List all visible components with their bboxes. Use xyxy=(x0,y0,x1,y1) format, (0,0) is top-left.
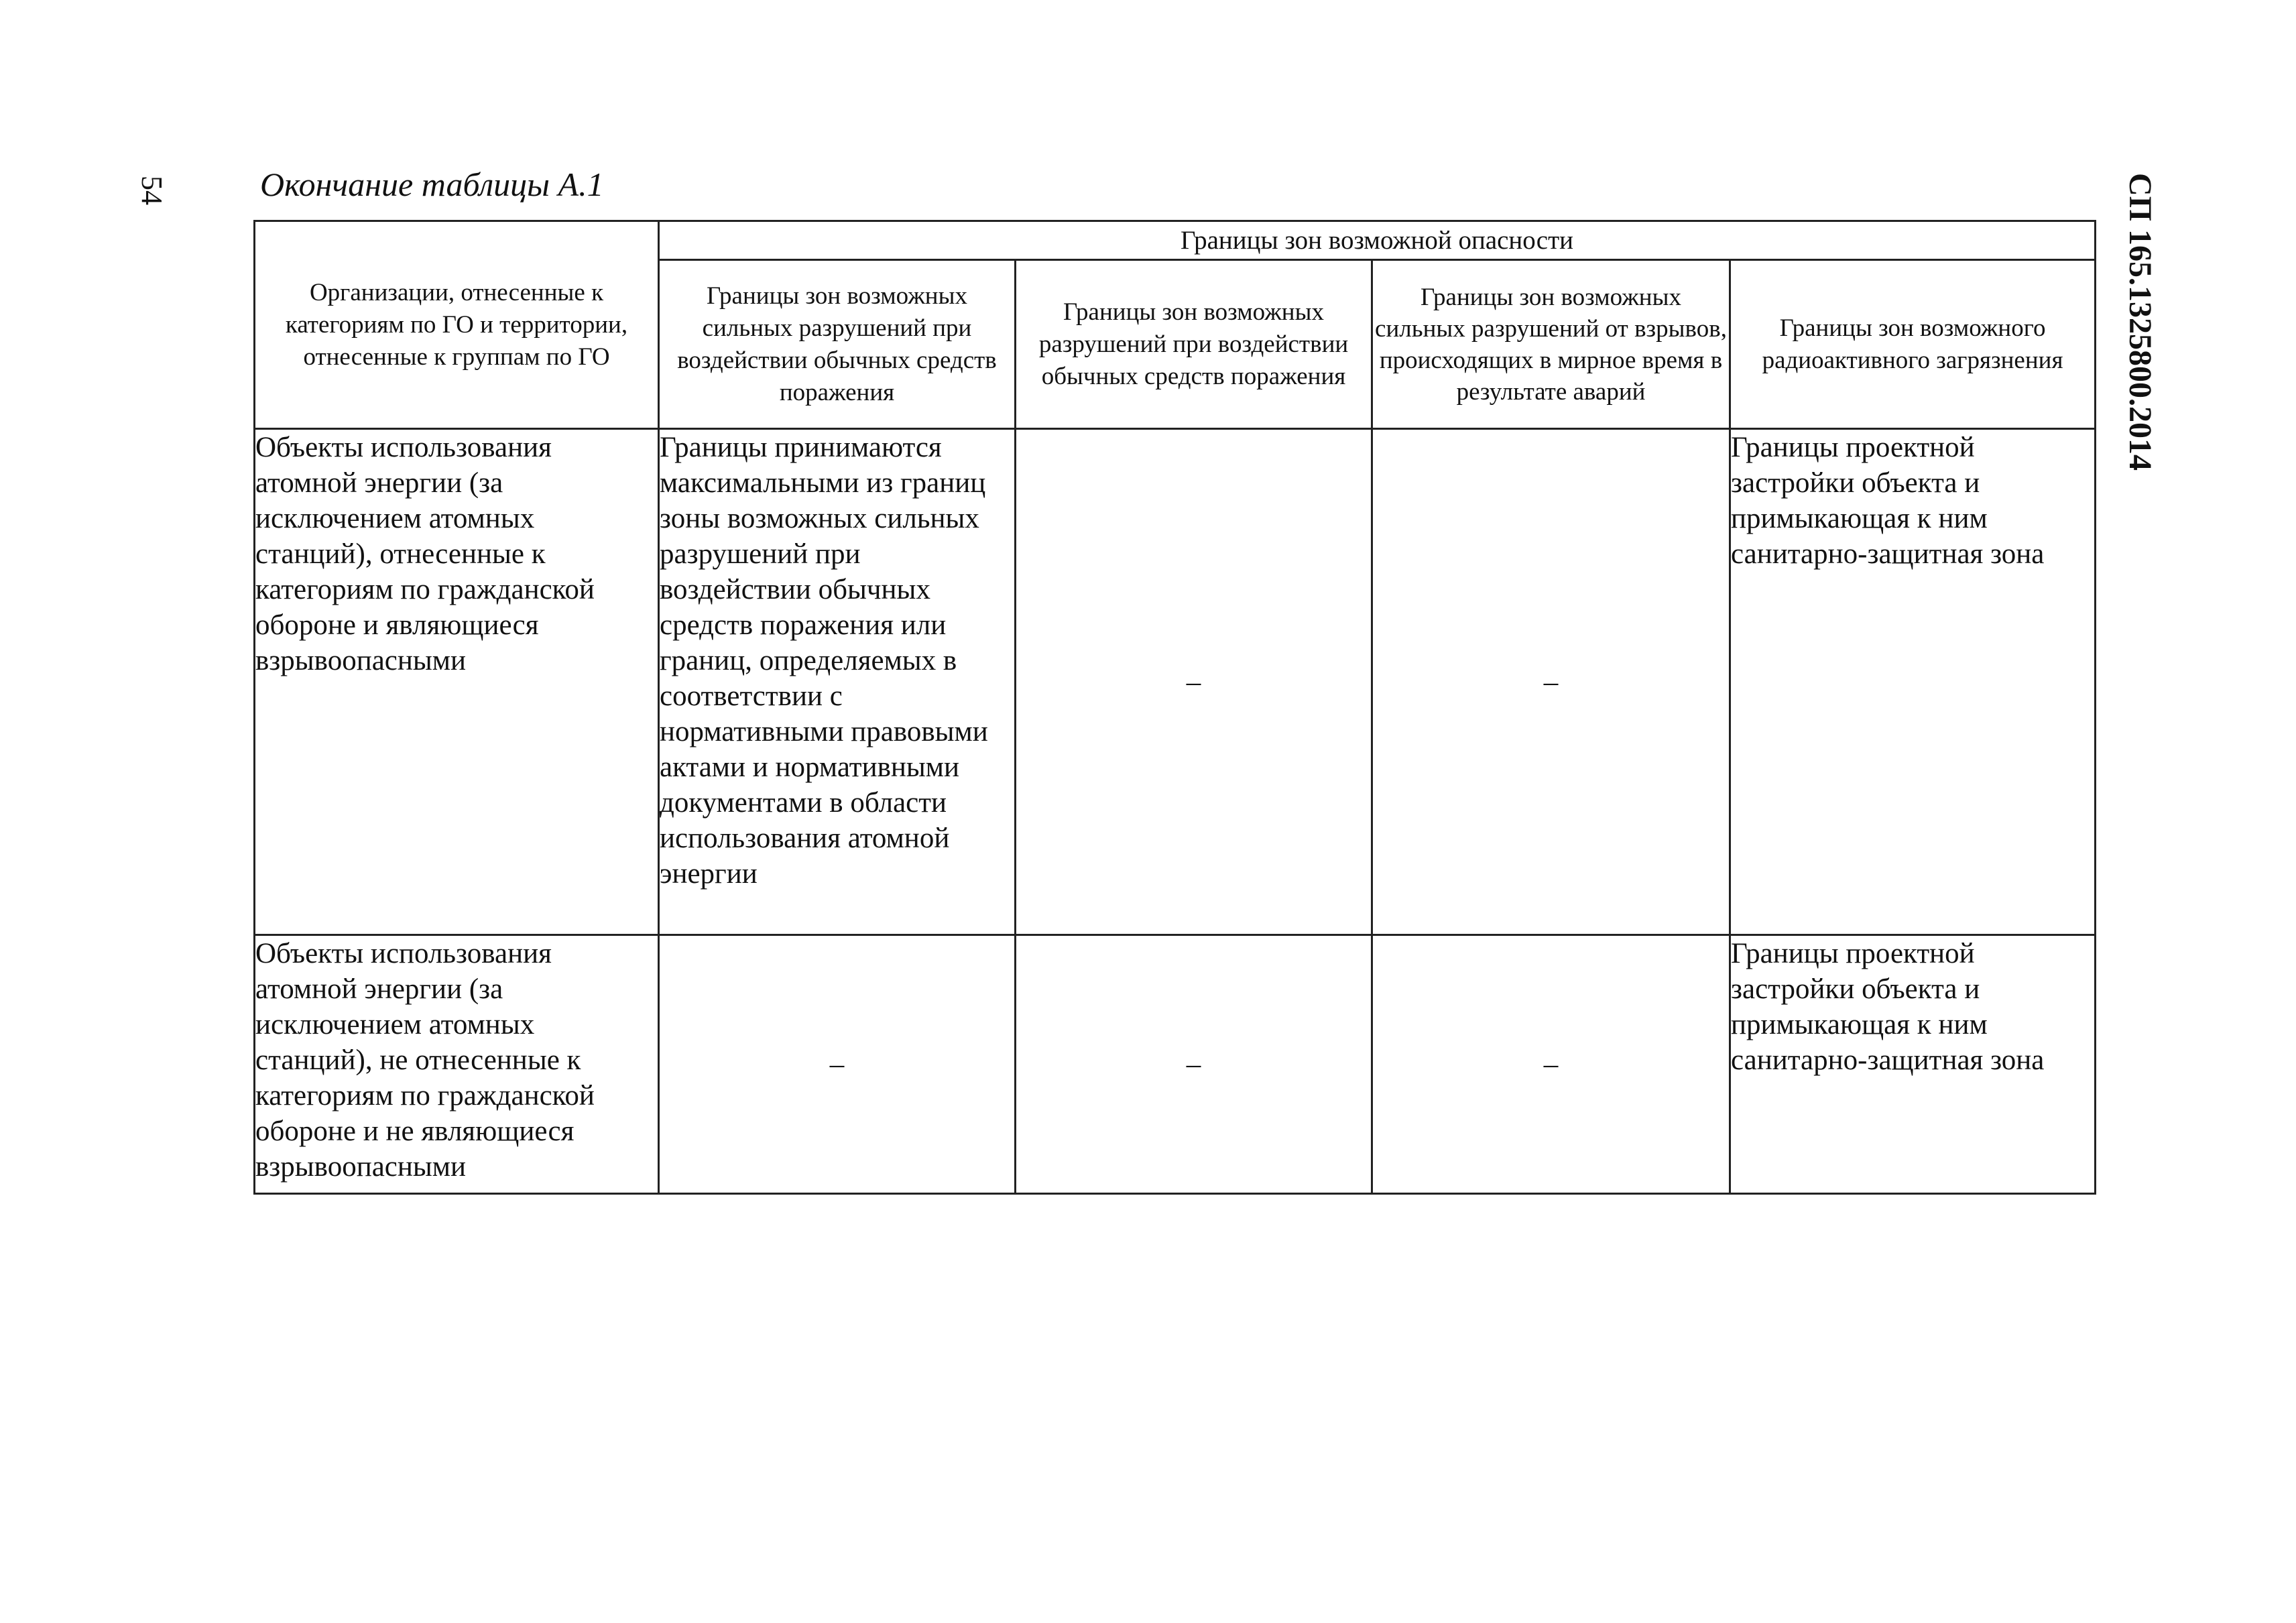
table-row xyxy=(255,429,2096,935)
table-header-row xyxy=(255,221,2096,260)
table-caption: Окончание таблицы А.1 xyxy=(260,166,604,203)
row-cell-peacetime-explosions: – xyxy=(1372,429,1730,935)
table-row xyxy=(255,935,2096,1194)
row-cell-radioactive-contamination: Границы проектной застройки объекта и примыкающая к ним санитарно-защитная зона xyxy=(1730,935,2096,1194)
column-header-peacetime-explosions: Границы зон возможных сильных разрушений от взрывов, происходящих в мирное время в результате аварий xyxy=(1372,260,1730,429)
row-cell-strong-destruction: Границы принимаются максимальными из границ зоны возможных сильных разрушений при воздействии обычных средств поражения или границ, определяемых в соответствии с нормативными правовыми актами и нормативными документами в области использования атомной энергии xyxy=(659,429,1016,935)
row-organization-cell: Объекты использования атомной энергии (за исключением атомных станций), не отнесенные к категориям по гражданской обороне и не являющиеся взрывоопасными xyxy=(255,935,659,1194)
row-cell-destruction: – xyxy=(1016,935,1372,1194)
boundaries-table xyxy=(253,220,2096,1195)
row-cell-destruction: – xyxy=(1016,429,1372,935)
column-header-destruction: Границы зон возможных разрушений при воздействии обычных средств поражения xyxy=(1016,260,1372,429)
column-group-header: Границы зон возможной опасности xyxy=(659,221,2096,260)
document-code: СП 165.1325800.2014 xyxy=(2122,173,2158,471)
row-cell-radioactive-contamination: Границы проектной застройки объекта и примыкающая к ним санитарно-защитная зона xyxy=(1730,429,2096,935)
row-organization-cell: Объекты использования атомной энергии (за исключением атомных станций), отнесенные к категориям по гражданской обороне и являющиеся взрывоопасными xyxy=(255,429,659,935)
column-header-organizations: Организации, отнесенные к категориям по ГО и территории, отнесенные к группам по ГО xyxy=(255,221,659,429)
row-cell-strong-destruction: – xyxy=(659,935,1016,1194)
row-cell-peacetime-explosions: – xyxy=(1372,935,1730,1194)
column-header-strong-destruction: Границы зон возможных сильных разрушений при воздействии обычных средств поражения xyxy=(659,260,1016,429)
column-header-radioactive-contamination: Границы зон возможного радиоактивного загрязнения xyxy=(1730,260,2096,429)
page-number: 54 xyxy=(135,176,168,205)
